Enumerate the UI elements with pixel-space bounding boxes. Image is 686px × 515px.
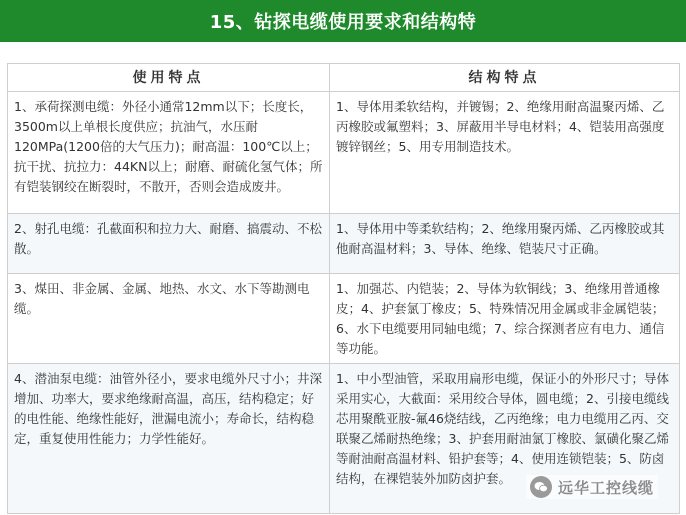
wechat-icon (530, 476, 552, 498)
title-banner (0, 0, 686, 42)
structure-cell: 1、加强芯、内铠装；2、导体为软铜线；3、绝缘用普通橡皮；4、护套氯丁橡皮；5、特殊情况用金属或非金属铠装；6、水下电缆要用同轴电缆；7、综合探测者应有电力、通信等功能。 (330, 274, 680, 364)
structure-cell: 1、中小型油管，采取用扁形电缆，保证小的外形尺寸；导体采用实心，大截面：采用绞合导体，圆电缆；2、引接电缆线芯用聚酰亚胺-氟46烧结线，乙丙绝缘；电力电缆用乙丙、交联聚乙烯耐热绝缘；3、护套用耐油氯丁橡胶、氯磺化聚乙烯等耐油耐高温材料、铅护套等；4、使用连锁铠装；5、防卤结构，在裸铠装外加防卤护套。 (330, 364, 680, 514)
table-row (8, 274, 680, 364)
page-title: 15、钻探电缆使用要求和结构特 (209, 12, 477, 33)
structure-cell: 1、导体用中等柔软结构；2、绝缘用聚丙烯、乙丙橡胶或其他耐高温材料；3、导体、绝缘、铠装尺寸正确。 (330, 214, 680, 274)
header-structure: 结构特点 (330, 64, 680, 92)
usage-cell: 2、射孔电缆：孔截面积和拉力大、耐磨、搞震动、不松散。 (8, 214, 330, 274)
usage-cell: 3、煤田、非金属、金属、地热、水文、水下等勘测电缆。 (8, 274, 330, 364)
table-row (8, 214, 680, 274)
watermark (526, 475, 658, 499)
watermark-text: 远华工控线缆 (558, 478, 655, 497)
cable-spec-table (7, 63, 680, 514)
usage-cell: 4、潜油泵电缆：油管外径小，要求电缆外尺寸小；井深增加、功率大，要求绝缘耐高温，高压，结构稳定；好的电性能、绝缘性能好，泄漏电流小；寿命长，结构稳定，重复使用性能力；力学性能好。 (8, 364, 330, 514)
usage-cell: 1、承荷探测电缆：外径小通常12mm以下；长度长，3500m以上单根长度供应；抗油气，水压耐120MPa(1200倍的大气压力)；耐高温：100℃以上；抗干扰、抗拉力：44KN以上；耐磨、耐硫化氢气体；所有铠装钢绞在断裂时，不散开，否则会造成废井。 (8, 92, 330, 214)
table-header-row (8, 64, 680, 92)
structure-cell: 1、导体用柔软结构，并镀锡；2、绝缘用耐高温聚丙烯、乙丙橡胶或氟塑料；3、屏蔽用半导电材料；4、铠装用高强度镀锌钢丝；5、用专用制造技术。 (330, 92, 680, 214)
table-row (8, 92, 680, 214)
header-usage: 使用特点 (8, 64, 330, 92)
